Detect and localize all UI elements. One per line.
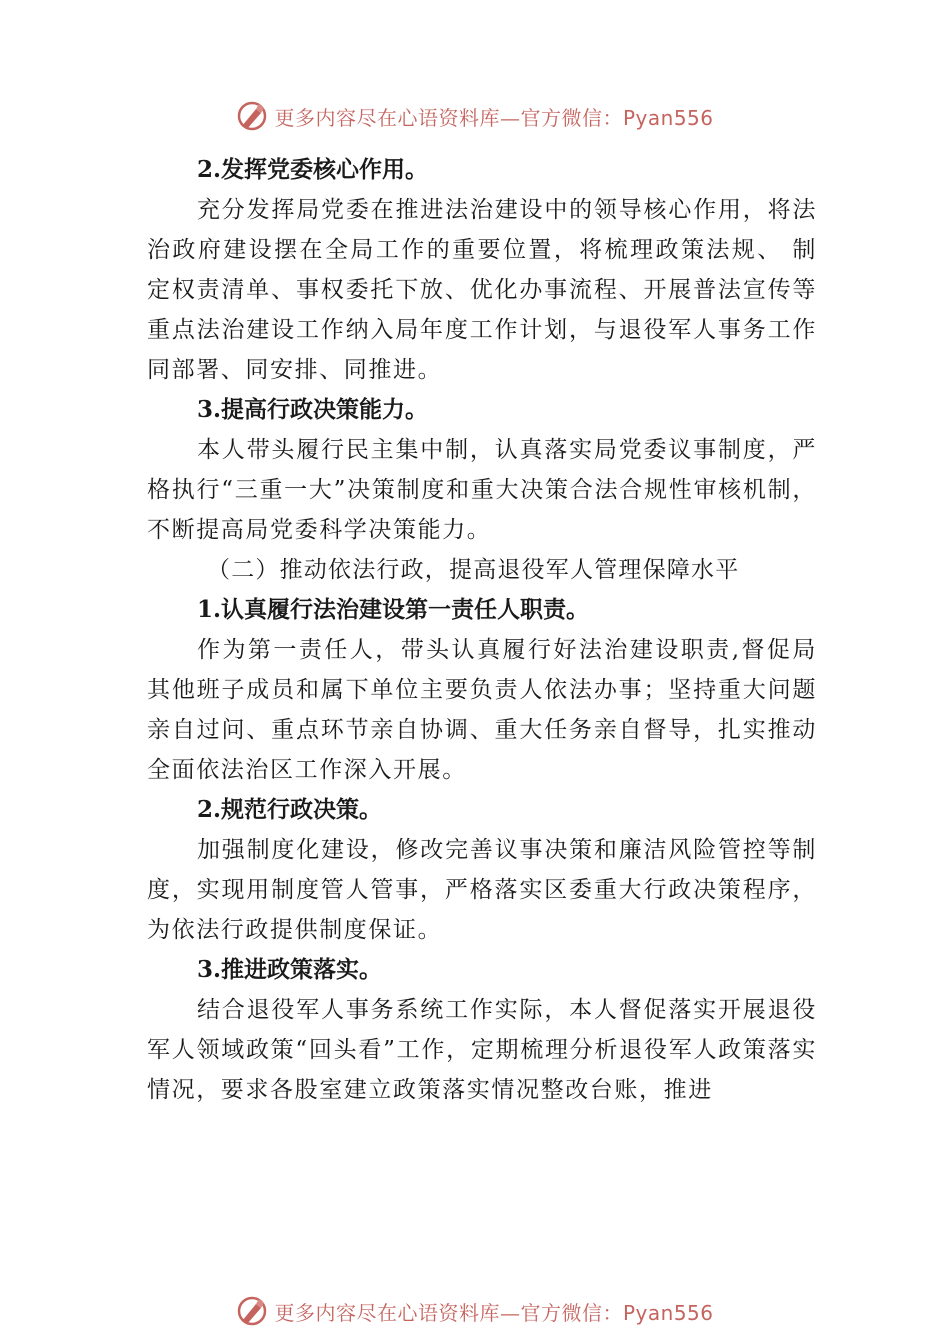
paragraph: 本人带头履行民主集中制，认真落实局党委议事制度，严格执行“三重一大”决策制度和重大决策合法合规性审核机制，不断提高局党委科学决策能力。	[147, 437, 817, 543]
subheading: 3.推进政策落实。	[197, 956, 383, 983]
document-body	[147, 150, 817, 1110]
paragraph: 结合退役军人事务系统工作实际，本人督促落实开展退役军人领域政策“回头看”工作，定期梳理分析退役军人政策落实情况，要求各股室建立政策落实情况整改台账，推进	[147, 997, 817, 1103]
pen-logo-icon	[236, 1295, 268, 1327]
watermark-text: 更多内容尽在心语资料库—官方微信：Pyan556	[274, 105, 714, 130]
watermark-header	[0, 96, 950, 136]
watermark-text: 更多内容尽在心语资料库—官方微信：Pyan556	[274, 1300, 714, 1325]
subheading: 3.提高行政决策能力。	[197, 396, 429, 423]
pen-logo-icon	[236, 100, 268, 132]
subheading: 1.认真履行法治建设第一责任人职责。	[197, 596, 590, 623]
paragraph: 充分发挥局党委在推进法治建设中的领导核心作用，将法治政府建设摆在全局工作的重要位置，将梳理政策法规、 制定权责清单、事权委托下放、优化办事流程、开展普法宣传等重点法治建设工作纳入局年度工作计划，与退役军人事务工作同部署、同安排、同推进。	[147, 197, 817, 383]
subheading: 2.发挥党委核心作用。	[197, 156, 429, 183]
paragraph: 作为第一责任人，带头认真履行好法治建设职责,督促局其他班子成员和属下单位主要负责人依法办事；坚持重大问题亲自过问、重点环节亲自协调、重大任务亲自督导，扎实推动全面依法治区工作深入开展。	[147, 637, 817, 783]
watermark-footer	[0, 1291, 950, 1331]
paragraph: 加强制度化建设，修改完善议事决策和廉洁风险管控等制度，实现用制度管人管事，严格落实区委重大行政决策程序，为依法行政提供制度保证。	[147, 837, 817, 943]
subheading: 2.规范行政决策。	[197, 796, 383, 823]
section-heading: （二）推动依法行政，提高退役军人管理保障水平	[207, 557, 740, 583]
